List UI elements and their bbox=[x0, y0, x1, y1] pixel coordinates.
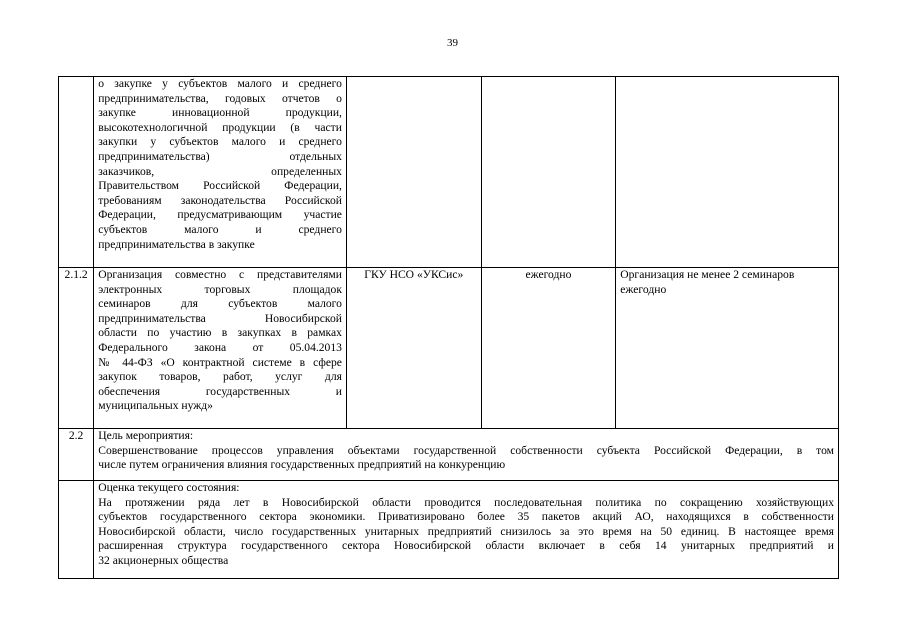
text-line: области по участию в закупках в рамках bbox=[98, 326, 342, 340]
table-row-2-2 bbox=[59, 429, 839, 481]
measures-table bbox=[58, 76, 839, 579]
text-line: электронных торговых площадок bbox=[98, 282, 342, 296]
text-line: субъектов малого и среднего bbox=[98, 222, 342, 236]
text-line: Совершенствование процессов управления объектами государственной собственности субъекта Российской Федерации, в том bbox=[98, 443, 834, 457]
cell-executor bbox=[346, 77, 481, 268]
text-line: На протяжении ряда лет в Новосибирской области проводится последовательная политика по сокращению хозяйствующих bbox=[98, 495, 834, 509]
section-heading: Оценка текущего состояния: bbox=[98, 481, 240, 494]
text-line: субъектов государственного сектора экономики. Приватизировано более 35 пакетов акций АО, находящихся в собственности bbox=[98, 510, 834, 524]
text-line: № 44-ФЗ «О контрактной системе в сфере bbox=[98, 355, 342, 369]
cell-number: 2.1.2 bbox=[59, 268, 94, 429]
text-line: предпринимательства в закупке bbox=[98, 237, 255, 251]
text-line: муниципальных нужд» bbox=[98, 399, 213, 413]
cell-term bbox=[481, 77, 616, 268]
text-line: Новосибирской области, число государственных унитарных предприятий снизилось за это время на 50 единиц. В настоящее время bbox=[98, 524, 834, 538]
cell-result bbox=[616, 268, 839, 429]
section-heading: Цель мероприятия: bbox=[98, 429, 194, 442]
table-row-current-state bbox=[59, 481, 839, 579]
text-line: закупке инновационной продукции, bbox=[98, 106, 342, 120]
cell-term: ежегодно bbox=[481, 268, 616, 429]
text-line: закупок товаров, работ, услуг для bbox=[98, 370, 342, 384]
text-line: заказчиков, определенных bbox=[98, 164, 342, 178]
cell-number bbox=[59, 481, 94, 579]
text-line: предпринимательства) отдельных bbox=[98, 149, 342, 163]
cell-goal bbox=[94, 429, 839, 481]
text-line: Правительством Российской Федерации, bbox=[98, 179, 342, 193]
text-line: требованиям законодательства Российской bbox=[98, 193, 342, 207]
cell-result bbox=[616, 77, 839, 268]
text-line: Организация не менее 2 семинаров bbox=[620, 268, 795, 281]
cell-current-state bbox=[94, 481, 839, 579]
text-line: ежегодно bbox=[620, 282, 667, 296]
cell-executor: ГКУ НСО «УКСис» bbox=[346, 268, 481, 429]
text-line: предпринимательства Новосибирской bbox=[98, 311, 342, 325]
text-line: высокотехнологичной продукции (в части bbox=[98, 120, 342, 134]
text-line: Федерации, предусматривающим участие bbox=[98, 208, 342, 222]
text-line: о закупке у субъектов малого и среднего bbox=[98, 77, 342, 90]
text-line: обеспечения государственных и bbox=[98, 384, 342, 398]
text-line: закупки у субъектов малого и среднего bbox=[98, 135, 342, 149]
text-line: числе путем ограничения влияния государственных предприятий на конкуренцию bbox=[98, 458, 506, 472]
cell-number: 2.2 bbox=[59, 429, 94, 481]
text-line: предпринимательства, годовых отчетов о bbox=[98, 91, 342, 105]
text-line: 32 акционерных общества bbox=[98, 553, 229, 567]
text-line: семинаров для субъектов малого bbox=[98, 297, 342, 311]
table-row-continued bbox=[59, 77, 839, 268]
cell-number bbox=[59, 77, 94, 268]
text-line: Федерального закона от 05.04.2013 bbox=[98, 340, 342, 354]
cell-description bbox=[94, 268, 347, 429]
page-number: 39 bbox=[447, 37, 458, 49]
text-line: расширенная структура государственного сектора Новосибирской области включает в себя 14 унитарных предприятий и bbox=[98, 539, 834, 553]
text-line: Организация совместно с представителями bbox=[98, 268, 342, 281]
table-row-2-1-2 bbox=[59, 268, 839, 429]
cell-description bbox=[94, 77, 347, 268]
